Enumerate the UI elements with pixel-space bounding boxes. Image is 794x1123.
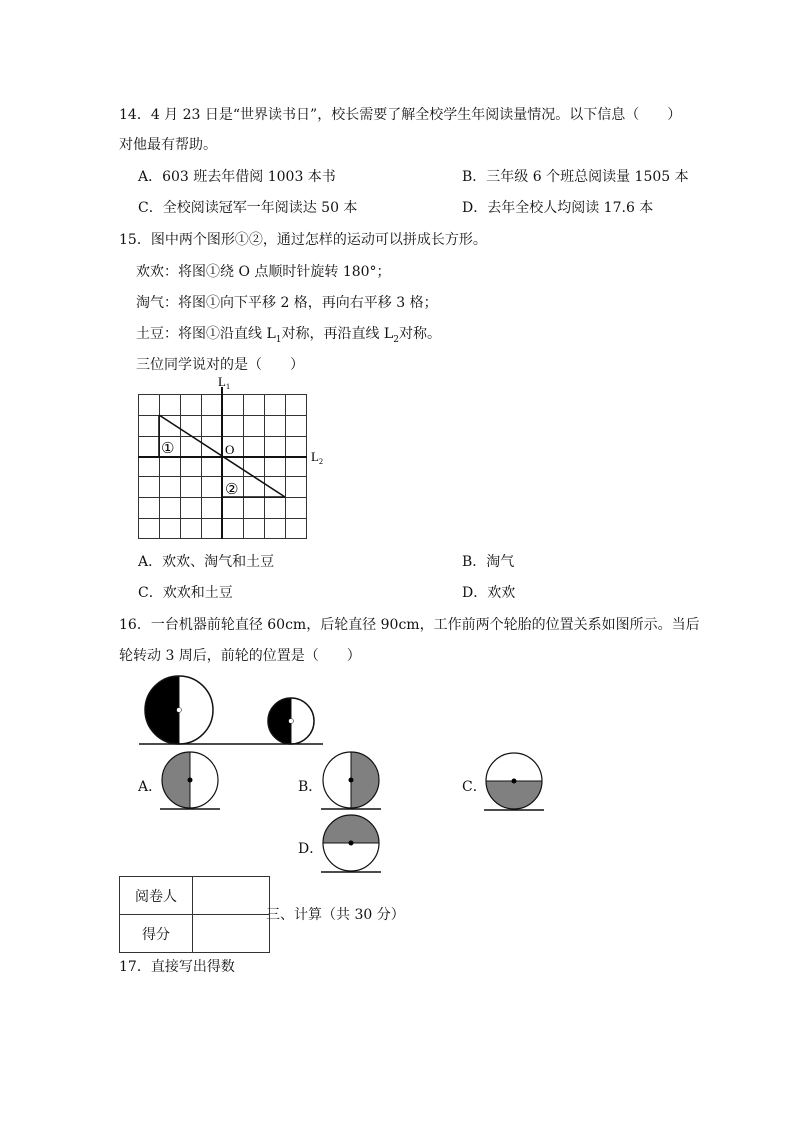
label-shape2: ②	[225, 480, 239, 498]
q16-line2: 轮转动 3 周后，前轮的位置是（ ）	[119, 648, 361, 664]
q15-question: 三位同学说对的是（ ）	[136, 357, 304, 373]
section3-title: 三、计算（共 30 分）	[266, 907, 405, 923]
label-l2: $L_2$	[311, 449, 323, 466]
q15-tudou-mid: 对称，再沿直线 L	[281, 326, 394, 342]
q16-option-d-wheel	[319, 812, 384, 876]
q16-option-c-label: C．	[462, 779, 487, 795]
q15-grid-figure	[130, 375, 330, 545]
q14-option-c: C．全校阅读冠军一年阅读达 50 本	[138, 200, 358, 216]
score-table	[119, 876, 270, 953]
q16-option-a-wheel	[158, 748, 223, 814]
q15-huanhuan: 欢欢：将图①绕 O 点顺时针旋转 180°；	[136, 264, 391, 280]
q15-option-a: A．欢欢、淘气和土豆	[138, 554, 275, 570]
score-table-row	[120, 915, 270, 953]
q16-line1: 16．一台机器前轮直径 60cm，后轮直径 90cm，工作前两个轮胎的位置关系如图所示。当后	[119, 617, 700, 633]
label-shape1: ①	[161, 439, 175, 457]
score-cell[interactable]	[193, 915, 270, 953]
grader-cell[interactable]	[193, 877, 270, 915]
q15-tudou-suffix: 对称。	[398, 326, 441, 342]
q16-option-b-wheel	[319, 748, 384, 814]
q15-taoqi: 淘气：将图①向下平移 2 格，再向右平移 3 格；	[136, 295, 438, 311]
q16-option-a-label: A．	[138, 779, 163, 795]
q14-option-d: D．去年全校人均阅读 17.6 本	[462, 200, 654, 216]
score-label: 得分	[120, 915, 193, 953]
q14-option-b: B．三年级 6 个班总阅读量 1505 本	[462, 169, 689, 185]
q15-option-b: B．淘气	[462, 554, 515, 570]
front-wheel	[268, 698, 314, 744]
q14-option-a: A．603 班去年借阅 1003 本书	[138, 169, 336, 185]
q16-option-c-wheel	[482, 750, 547, 814]
score-table-row	[120, 877, 270, 915]
q14-line2: 对他最有帮助。	[119, 137, 217, 153]
q15-option-c: C．欢欢和土豆	[138, 585, 233, 601]
q15-tudou	[136, 323, 441, 345]
rear-wheel	[145, 676, 213, 744]
q15-tudou-prefix: 土豆：将图①沿直线 L	[136, 326, 276, 342]
q15-tudou-sub2: 2	[393, 334, 399, 345]
q15-tudou-sub1: 1	[275, 334, 282, 345]
q16-option-b-label: B．	[298, 779, 323, 795]
label-l1: $L_1$	[218, 375, 230, 391]
q15-stem: 15．图中两个图形①②，通过怎样的运动可以拼成长方形。	[119, 232, 487, 248]
grader-label: 阅卷人	[120, 877, 193, 915]
q17-stem: 17．直接写出得数	[119, 959, 235, 975]
q14-line1: 14．4 月 23 日是“世界读书日”，校长需要了解全校学生年阅读量情况。以下信息（ ）	[119, 107, 682, 123]
q16-option-d-label: D．	[298, 841, 324, 857]
q15-option-d: D．欢欢	[462, 585, 516, 601]
label-o: O	[225, 442, 235, 457]
q16-wheels-figure	[135, 670, 330, 750]
